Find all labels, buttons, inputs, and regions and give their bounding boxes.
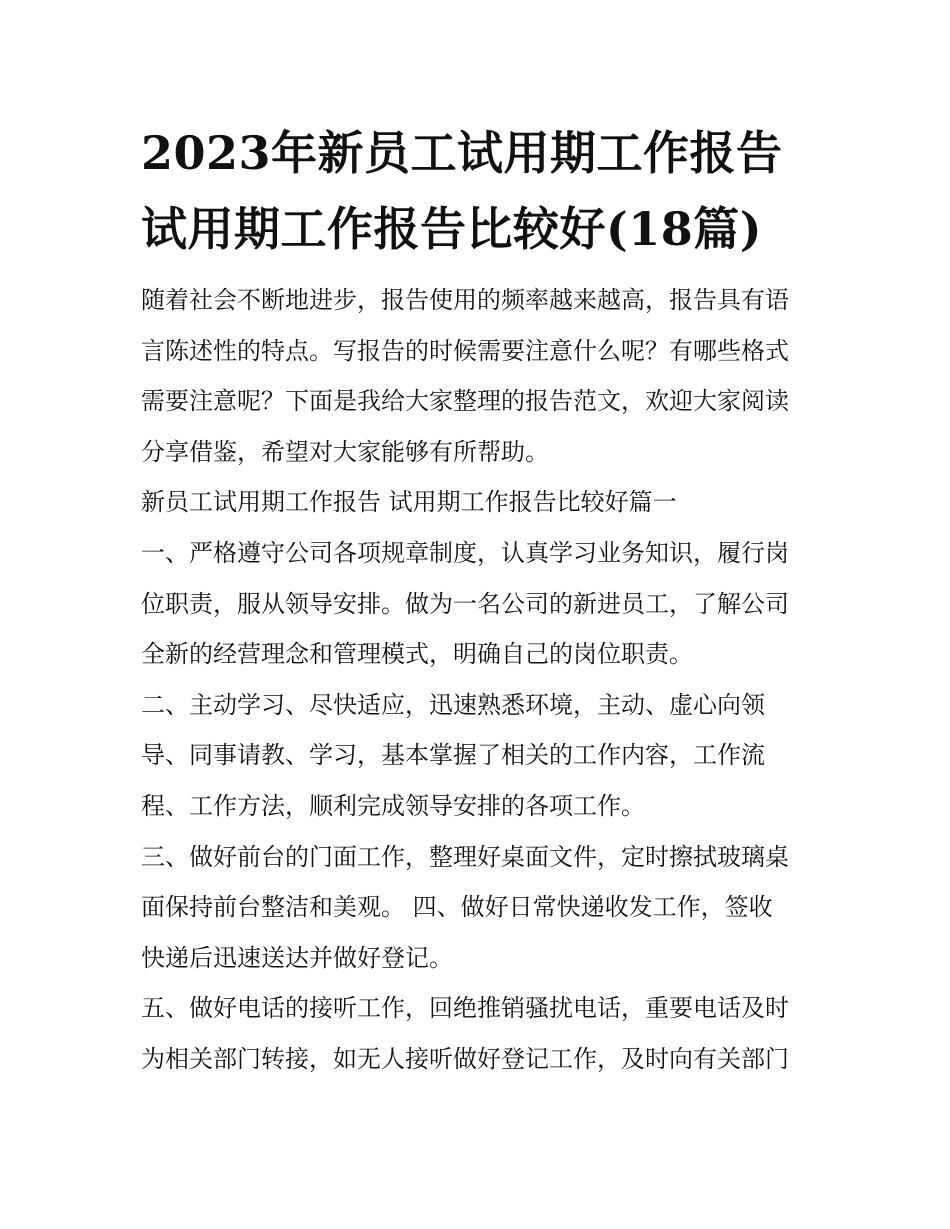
section-heading xyxy=(141,477,813,528)
text-line: 位职责，服从领导安排。做为一名公司的新进员工，了解公司 xyxy=(141,589,789,618)
text-line: 一、严格遵守公司各项规章制度，认真学习业务知识，履行岗 xyxy=(141,538,789,567)
title-line-1: 2023年新员工试用期工作报告 xyxy=(141,126,783,180)
text-line: 随着社会不断地进步，报告使用的频率越来越高，报告具有语 xyxy=(141,286,789,314)
text-line: 分享借鉴，希望对大家能够有所帮助。 xyxy=(141,437,549,466)
intro-paragraph xyxy=(141,275,813,477)
text-line: 五、做好电话的接听工作，回绝推销骚扰电话，重要电话及时 xyxy=(141,994,789,1023)
text-line: 导、同事请教、学习，基本掌握了相关的工作内容，工作流 xyxy=(141,741,765,770)
title-line-2: 试用期工作报告比较好(18篇) xyxy=(141,202,763,256)
text-line: 言陈述性的特点。写报告的时候需要注意什么呢？有哪些格式 xyxy=(141,336,789,365)
document-body xyxy=(141,275,813,1085)
text-line: 全新的经营理念和管理模式，明确自己的岗位职责。 xyxy=(141,640,693,669)
text-line: 程、工作方法，顺利完成领导安排的各项工作。 xyxy=(141,791,645,820)
text-line: 快递后迅速送达并做好登记。 xyxy=(141,943,453,972)
document-title xyxy=(141,115,813,267)
item-two-paragraph xyxy=(141,680,813,832)
text-line: 二、主动学习、尽快适应，迅速熟悉环境，主动、虚心向领 xyxy=(141,690,765,719)
text-line: 面保持前台整洁和美观。 四、做好日常快递收发工作，签收 xyxy=(141,893,773,922)
text-line: 需要注意呢？下面是我给大家整理的报告范文，欢迎大家阅读 xyxy=(141,387,789,416)
text-line: 为相关部门转接，如无人接听做好登记工作，及时向有关部门 xyxy=(141,1044,789,1073)
item-five-paragraph xyxy=(141,983,813,1084)
item-three-four-paragraph xyxy=(141,832,813,984)
text-line: 新员工试用期工作报告 试用期工作报告比较好篇一 xyxy=(141,488,677,517)
document-page xyxy=(141,115,813,1085)
item-one-paragraph xyxy=(141,528,813,680)
text-line: 三、做好前台的门面工作，整理好桌面文件，定时擦拭玻璃桌 xyxy=(141,842,789,871)
